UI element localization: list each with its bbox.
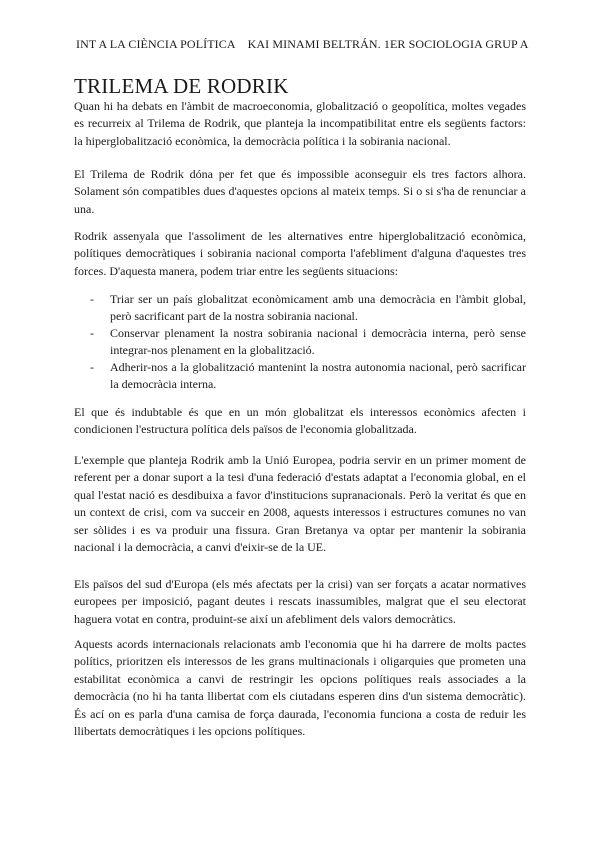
header-course: INT A LA CIÈNCIA POLÍTICA xyxy=(76,37,236,51)
paragraph-intro: Quan hi ha debats en l'àmbit de macroeconomia, globalització o geopolítica, moltes vegades es recurreix al Trilema de Rodrik, que planteja la incompatibilitat entre els següents factors: la hiperglobalització econòmica, la democràcia política i la sobirania nacional. xyxy=(74,99,526,148)
list-bullet: - xyxy=(90,360,94,375)
paragraph-eu-example: L'exemple que planteja Rodrik amb la Unió Europea, podria servir en un primer moment de referent per a donar suport a la tesi d'una federació d'estats adaptat a l'economia global, en el qual l'estat nació es desdibuixa a favor d'institucions supranacionals. Però la veritat és que en un context de crisi, com va succeir en 2008, aquests interessos i estructures comunes no van ser sòlides i es va produir una fissura. Gran Bretanya va optar per mantenir la sobirania nacional i la democràcia, a canvi d'eixir-se de la UE. xyxy=(74,453,526,555)
paragraph-trilemma: El Trilema de Rodrik dóna per fet que és impossible aconseguir els tres factors alhora. Solament són compatibles dues d'aquestes opcions al mateix temps. Si o si s'ha de renunciar a una. xyxy=(74,167,526,216)
page-header xyxy=(76,37,536,52)
header-author: KAI MINAMI BELTRÁN. 1ER SOCIOLOGIA GRUP A xyxy=(247,37,529,51)
options-list xyxy=(74,291,526,394)
paragraph-south-europe: Els països del sud d'Europa (els més afectats per la crisi) van ser forçats a acatar normatives europees per imposició, pagant deutes i rescats inassumibles, malgrat que el seu electorat haguera votat en contra, produint-se així un afebliment dels valors democràtics. xyxy=(74,577,526,626)
paragraph-alternatives: Rodrik assenyala que l'assoliment de les alternatives entre hiperglobalització econòmica, polítiques democràtiques i sobirania nacional comporta l'afebliment d'alguna d'aquestes tres forces. D'aquesta manera, podem triar entre les següents situacions: xyxy=(74,229,526,278)
document-title: TRILEMA DE RODRIK xyxy=(74,74,289,98)
paragraph-agreements: Aquests acords internacionals relacionats amb l'economia que hi ha darrere de molts pactes polítics, prioritzen els interessos de les grans multinacionals i oligarquies que prometen una estabilitat econòmica a canvi de restringir les opcions polítiques reals associades a la democràcia (no hi ha tanta llibertat com els ciutadans esperen dins d'un sistema democràtic). És ací on es parla d'una camisa de força daurada, l'economia funciona a costa de reduir les llibertats democràtiques i les opcions polítiques. xyxy=(74,637,526,739)
list-item: - Triar ser un país globalitzat econòmicament amb una democràcia en l'àmbit global, però sacrificant part de la nostra sobirania nacional. xyxy=(90,292,526,323)
list-bullet: - xyxy=(90,292,94,306)
list-bullet: - xyxy=(90,326,94,341)
list-item: - Conservar plenament la nostra sobirania nacional i democràcia interna, però sense integrar-nos plenament en la globalització. xyxy=(90,326,526,357)
paragraph-indubtable: El que és indubtable és que en un món globalitzat els interessos econòmics afecten i condicionen l'estructura política dels països de l'economia globalitzada. xyxy=(74,405,526,437)
list-item: - Adherir-nos a la globalització mantenint la nostra autonomia nacional, però sacrificar la democràcia interna. xyxy=(90,360,526,391)
